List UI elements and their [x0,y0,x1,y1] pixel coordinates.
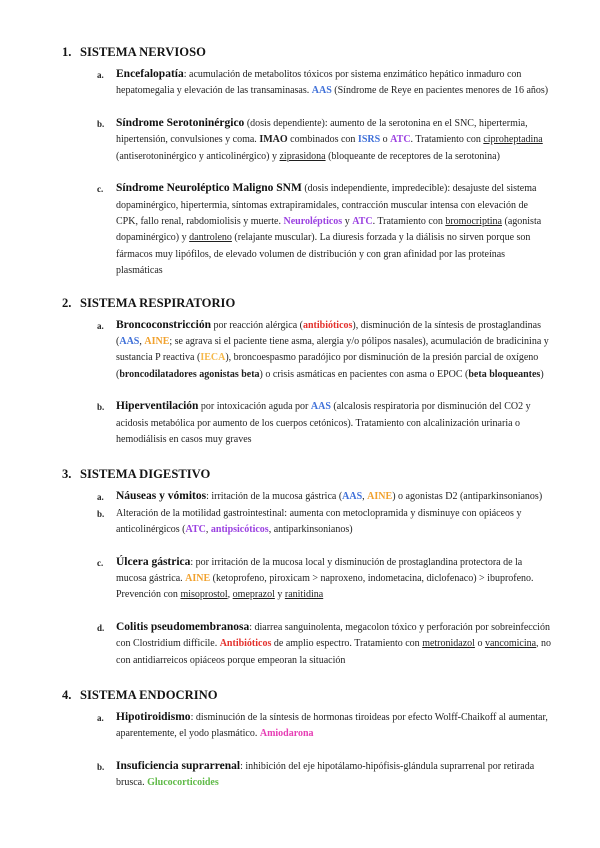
section-number: 1. [62,45,72,59]
drug-name: AAS [342,490,363,502]
item-hiperventilacion [97,399,600,448]
drug-name: IECA [200,352,226,364]
item-letter: c. [97,557,104,568]
treatment-drug: omeprazol [232,589,275,601]
section-number: 4. [62,687,72,702]
drug-class: beta bloqueantes [468,368,541,380]
item-term: Broncoconstricción [116,318,211,331]
section-title: SISTEMA ENDOCRINO [80,687,218,702]
section-title: SISTEMA RESPIRATORIO [80,295,236,310]
item-letter: a. [97,70,104,80]
item-text: , [139,336,145,348]
item-term: Hiperventilación [116,400,199,413]
drug-name: Antibióticos [219,638,272,650]
item-text: (dosis dependiente): aumento de la serotonina en el SNC, hipertermia, hipertensión, convulsiones y coma. [116,118,528,146]
treatment-drug: ciproheptadina [483,134,543,146]
item-body [116,318,552,383]
drug-name: AAS [310,401,331,413]
item-text: ), disminución de la síntesis de prostaglandinas ( [116,319,542,348]
item-body [116,555,552,604]
treatment-drug: misoprostol [180,589,228,601]
item-letter: b. [97,402,105,413]
item-text: (antiserotoninérgico y anticolinérgico) y [116,150,280,162]
treatment-drug: vancomicina [484,638,537,650]
item-body [116,710,552,743]
item-text: : por irritación de la mucosa local y disminución de prostaglandina protectora de la mucosa gástrica. [116,556,523,585]
treatment-drug: ziprasidona [279,150,326,162]
item-term: Hipotiroidismo [116,710,191,723]
item-body [116,759,552,792]
item-letter: b. [97,119,105,130]
section-number: 2. [62,295,72,310]
drug-name: ATC [390,134,411,146]
drug-name: AINE [144,336,170,348]
item-text: : irritación de la mucosa gástrica ( [206,490,343,502]
drug-name: Amiodarona [259,727,314,739]
item-text: (ketoprofeno, piroxicam > naproxeno, indometacina, diclofenaco) > ibuprofeno. Prevención con [116,573,534,601]
item-text: (Síndrome de Reye en pacientes menores de 16 años) [331,85,549,97]
section-heading-sistema-respiratorio [62,294,600,312]
item-text: , no con antidiarreicos opiáceos porque empeoran la situación [116,638,552,666]
treatment-drug: bromocriptina [445,216,502,228]
item-text: (agonista dopaminérgico) y [116,216,542,244]
item-letter: a. [97,712,104,723]
item-text: ) [540,368,544,380]
item-text: (alcalosis respiratoria por disminución del CO2 y acidosis metabólica por aumento de los cuerpos cetónicos). Tratamiento con alcalinización urinaria o hemodiálisis en casos muy graves [116,401,531,446]
item-text: y [342,216,353,228]
item-term: Encefalopatía [116,68,184,80]
item-text: : inhibición del eje hipotálamo-hipófisis-glándula suprarrenal por retirada brusca. [116,760,535,788]
section-heading-sistema-nervioso [62,43,600,61]
item-text: , antiparkinsonianos) [268,523,353,535]
drug-class: IMAO [259,134,288,146]
item-body [116,620,552,669]
item-text: : diarrea sanguinolenta, megacolon tóxico y perforación por sobreinfección con Clostridium difficile. [116,622,550,650]
item-text: ) o agonistas D2 (antiparkinsonianos) [392,490,543,502]
drug-name: ISRS [357,134,381,146]
item-text: combinados con [287,134,358,146]
item-body [116,181,552,279]
item-letter: a. [97,320,104,331]
item-text: . Tratamiento con [372,216,446,228]
item-term: Úlcera gástrica [116,555,191,568]
drug-name: AAS [119,336,140,348]
item-ulcera-gastrica [97,555,600,604]
drug-name: ATC [352,216,373,228]
drug-class: broncodilatadores agonistas beta [119,368,260,380]
item-sindrome-serotoninergico [97,116,600,165]
item-text: : disminución de la síntesis de hormonas tiroideas por efecto Wolff-Chaikoff al aumentar, aparentemente, el yodo plasmático. [116,711,548,739]
item-text: o [380,134,391,146]
section-number: 3. [62,466,72,481]
item-text: (dosis independiente, impredecible): desajuste del sistema dopaminérgico, hipertermia, síntomas extrapiramidales, contracción muscular intensa con elevación de CPK, fallo renal, rabdomiolisis y muerte. [116,183,537,228]
item-text: ) o crisis asmáticas en pacientes con asma o EPOC ( [259,368,469,380]
treatment-drug: metronidazol [422,638,475,650]
item-colitis-pseudomembranosa [97,620,600,669]
item-nauseas-vomitos [97,489,600,505]
item-hipotiroidismo [97,710,600,743]
item-letter: b. [97,761,105,772]
item-text: y [274,589,285,601]
item-text: de amplio espectro. Tratamiento con [271,638,423,650]
drug-name: AAS [311,85,332,97]
item-text: , [362,490,368,502]
item-motilidad-gastrointestinal [97,506,600,539]
item-term: Síndrome Serotoninérgico [116,117,245,130]
item-term: Insuficiencia suprarrenal [116,759,241,772]
drug-name: Neurolépticos [283,216,343,228]
item-body [116,116,552,165]
item-text: , [227,589,233,601]
section-title: SISTEMA DIGESTIVO [80,466,211,481]
item-text: (relajante muscular). La diuresis forzada y la diálisis no sirven porque son fármacos muy lipófilos, de elevado volumen de distribución y con gran afinidad por las proteínas plasmáticas [116,232,531,276]
item-text: (bloqueante de receptores de la serotonina) [325,150,500,162]
item-broncoconstriccion [97,318,600,383]
item-text: o [474,638,485,650]
item-term: Síndrome Neuroléptico Maligno SNM [116,182,302,195]
item-body [116,489,552,505]
item-text: . Tratamiento con [410,134,484,146]
treatment-drug: ranitidina [284,589,324,601]
item-text: ), broncoespasmo paradójico por disminución de la presión parcial de oxígeno ( [116,352,539,380]
drug-name: AINE [185,573,211,585]
item-text: ; se agrava si el paciente tiene asma, alergia y/o pólipos nasales), acumulación de bradicinina y sustancia P reactiva ( [116,336,549,364]
drug-name: antipsicóticos [210,523,269,535]
item-text: , [205,523,211,535]
item-letter: b. [97,508,105,519]
drug-name: AINE [367,490,393,502]
item-body [116,399,552,448]
drug-name: Glucocorticoides [147,776,219,788]
item-text: Alteración de la motilidad gastrointestinal: aumenta con metoclopramida y disminuye con opiáceos y anticolinérgicos ( [116,507,522,535]
item-body [116,506,552,539]
item-letter: d. [97,623,105,634]
item-text: : acumulación de metabolitos tóxicos por sistema enzimático hepático inmaduro con hepatomegalia y elevación de las transaminasas. [116,69,522,97]
item-text: por intoxicación aguda por [198,401,311,413]
item-sindrome-neuroleptico-maligno [97,181,600,279]
section-title: SISTEMA NERVIOSO [80,45,206,59]
item-text: por reacción alérgica ( [210,319,303,331]
section-heading-sistema-endocrino [62,686,600,704]
item-letter: c. [97,184,104,195]
item-insuficiencia-suprarrenal [97,759,600,792]
section-heading-sistema-digestivo [62,465,600,483]
item-letter: a. [97,491,104,502]
treatment-drug: dantroleno [189,232,232,244]
item-body [116,67,552,100]
item-encefalopatia [97,67,600,100]
drug-name: ATC [185,523,206,535]
drug-name: antibióticos [302,319,353,331]
item-term: Colitis pseudomembranosa [116,621,250,634]
item-term: Náuseas y vómitos [116,489,207,502]
